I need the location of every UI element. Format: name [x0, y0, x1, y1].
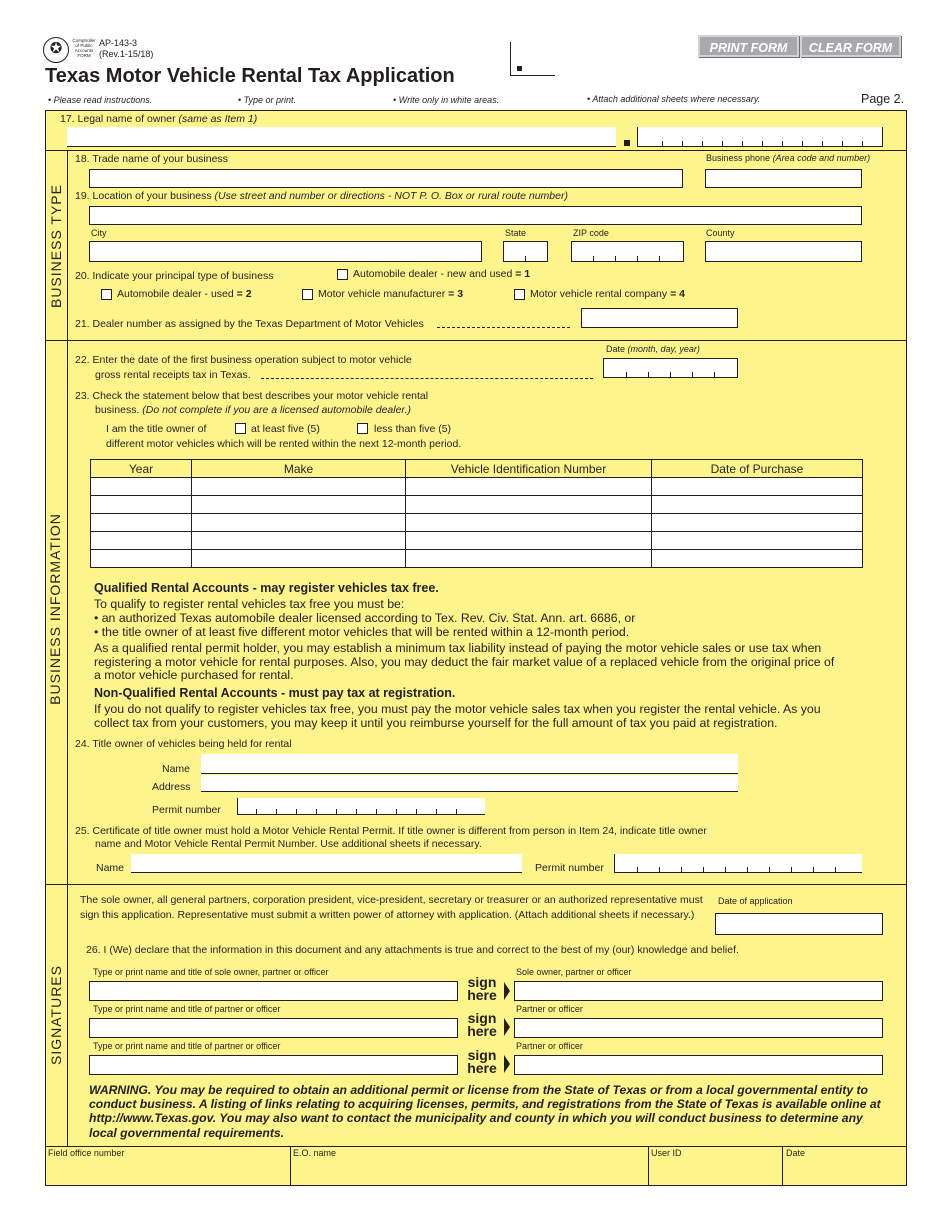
- footer-divider-1: [290, 1146, 291, 1186]
- city-input[interactable]: [89, 241, 482, 262]
- sig1-print-label: Type or print name and title of sole owner, partner or officer: [93, 967, 329, 977]
- form-revision: (Rev.1-15/18): [99, 49, 154, 59]
- sig3-print-label: Type or print name and title of partner or officer: [93, 1041, 281, 1051]
- sig3-sign-here: sign here: [467, 1047, 497, 1076]
- year-cell[interactable]: [91, 550, 192, 568]
- eo-name-label: E.O. name: [293, 1148, 337, 1158]
- footer-divider-3: [782, 1146, 783, 1186]
- at-least-five-label: at least five (5): [251, 423, 320, 435]
- item24-label: 24. Title owner of vehicles being held for rental: [75, 738, 292, 750]
- state-label: State: [505, 228, 527, 238]
- make-cell[interactable]: [192, 550, 406, 568]
- agency-name: Comptroller of Public Accounts FORM: [72, 38, 96, 58]
- taxpayer-number-input[interactable]: [637, 127, 883, 147]
- table-row: [91, 550, 863, 568]
- business-phone-input[interactable]: [705, 169, 862, 188]
- form-number: AP-143-3: [99, 38, 138, 48]
- purchase-date-cell[interactable]: [652, 496, 863, 514]
- make-cell[interactable]: [192, 532, 406, 550]
- sig1-sign-label: Sole owner, partner or officer: [516, 967, 632, 977]
- table-row: [91, 514, 863, 532]
- item18-label: 18. Trade name of your business: [75, 153, 228, 165]
- vin-cell[interactable]: [406, 532, 652, 550]
- item23-label-2: business. (Do not complete if you are a licensed automobile dealer.): [95, 404, 411, 416]
- field-office-label: Field office number: [48, 1148, 125, 1158]
- dealer-used-checkbox[interactable]: [101, 289, 112, 300]
- col-date-purchase: Date of Purchase: [652, 460, 863, 478]
- note-read-instructions: • Please read instructions.: [48, 95, 153, 105]
- title-owner-address-input[interactable]: [201, 775, 738, 792]
- sig2-print-label: Type or print name and title of partner or officer: [93, 1004, 281, 1014]
- title-owner-address-label: Address: [152, 781, 191, 793]
- separator-square: [624, 140, 630, 146]
- footer-date-label: Date: [786, 1148, 806, 1158]
- comptroller-seal-icon: ✪: [43, 37, 69, 63]
- title-owner-of-label: I am the title owner of: [106, 423, 207, 435]
- item25-label: 25. Certificate of title owner must hold a Motor Vehicle Rental Permit. If title owner is different from person in Item 24, indicate title owner: [75, 825, 707, 837]
- sig2-sign-label: Partner or officer: [516, 1004, 583, 1014]
- title-owner-name-label: Name: [162, 763, 191, 775]
- manufacturer-checkbox[interactable]: [302, 289, 313, 300]
- qualified-bullet-1: • an authorized Texas automobile dealer licensed according to Tex. Rev. Civ. Stat. Ann. art. 6686, or: [94, 611, 636, 625]
- qualified-paragraph: As a qualified rental permit holder, you may establish a minimum tax liability instead of paying the motor vehicle sales or use tax when registering a motor vehicle for rental purposes. Also, you may deduct the fair market value of a replaced vehicle from the original price of a motor vehicle purchased for rental.: [94, 641, 835, 683]
- vehicle-table: [90, 459, 863, 568]
- page-number: Page 2.: [861, 92, 905, 106]
- zip-input[interactable]: [571, 241, 684, 262]
- year-cell[interactable]: [91, 514, 192, 532]
- less-than-five-label: less than five (5): [374, 423, 452, 435]
- sig1-arrow-icon: [504, 982, 510, 1000]
- signatures-label: SIGNATURES: [48, 965, 64, 1065]
- year-cell[interactable]: [91, 532, 192, 550]
- print-form-button[interactable]: PRINT FORM: [698, 35, 799, 57]
- rental-company-label: Motor vehicle rental company = 4: [530, 288, 685, 300]
- county-label: County: [706, 228, 735, 238]
- col-vin: Vehicle Identification Number: [406, 460, 652, 478]
- less-than-five-checkbox[interactable]: [357, 423, 368, 434]
- item21-leader: [437, 327, 570, 328]
- certificate-permit-label: Permit number: [535, 862, 604, 874]
- note-type-print: • Type or print.: [238, 95, 297, 105]
- note-attach-sheets: • Attach additional sheets where necessary.: [587, 94, 761, 104]
- item25-label-2: name and Motor Vehicle Rental Permit Number. Use additional sheets if necessary.: [95, 838, 482, 850]
- signatures-intro: The sole owner, all general partners, corporation president, vice-president, secretary or treasurer or an authorized representative must sign this application. Representative must submit a written power of attorney with application. (Attach additional sheets if necessary.): [80, 894, 703, 921]
- item22-leader: [261, 378, 593, 379]
- table-row: [91, 496, 863, 514]
- dealer-new-used-label: Automobile dealer - new and used = 1: [353, 268, 531, 280]
- date-label: Date (month, day, year): [606, 344, 700, 354]
- purchase-date-cell[interactable]: [652, 550, 863, 568]
- purchase-date-cell[interactable]: [652, 532, 863, 550]
- sig1-signature-input[interactable]: [514, 981, 883, 1001]
- qualified-heading: Qualified Rental Accounts - may register vehicles tax free.: [94, 581, 439, 595]
- sig1-print-input[interactable]: [89, 981, 458, 1001]
- item19-label: 19. Location of your business (Use street and number or directions - NOT P. O. Box or rural route number): [75, 190, 568, 202]
- item20-label: 20. Indicate your principal type of business: [75, 270, 274, 282]
- warning-text: WARNING. You may be required to obtain an additional permit or license from the State of Texas or from a local governmental entity to conduct business. A listing of links relating to acquiring licenses, permits, and registrations from the State of Texas is available online at http://www.Texas.gov. You may also want to contact the municipality and county in which you will conduct business to determine any local governmental requirements.: [89, 1083, 881, 1140]
- title-owner-name-input[interactable]: [201, 754, 738, 774]
- year-cell[interactable]: [91, 478, 192, 496]
- sig2-sign-here: sign here: [467, 1010, 497, 1039]
- note-white-areas: • Write only in white areas.: [393, 95, 500, 105]
- sig2-arrow-icon: [504, 1018, 510, 1036]
- qualified-intro: To qualify to register rental vehicles tax free you must be:: [94, 597, 405, 611]
- manufacturer-label: Motor vehicle manufacturer = 3: [318, 288, 464, 300]
- col-make: Make: [192, 460, 406, 478]
- item17-label: 17. Legal name of owner (same as Item 1): [60, 113, 258, 125]
- trade-name-input[interactable]: [89, 169, 683, 188]
- col-year: Year: [91, 460, 192, 478]
- item26-label: 26. I (We) declare that the information in this document and any attachments is true and correct to the best of my (our) knowledge and belief.: [86, 944, 739, 956]
- date-of-application-label: Date of application: [718, 896, 793, 906]
- user-id-label: User ID: [651, 1148, 682, 1158]
- county-input[interactable]: [705, 241, 862, 262]
- vin-cell[interactable]: [406, 550, 652, 568]
- different-vehicles-label: different motor vehicles which will be rented within the next 12-month period.: [106, 438, 462, 450]
- at-least-five-checkbox[interactable]: [235, 423, 246, 434]
- item23-label: 23. Check the statement below that best describes your motor vehicle rental: [75, 390, 429, 402]
- title-owner-permit-label: Permit number: [152, 804, 221, 816]
- table-row: [91, 532, 863, 550]
- zip-label: ZIP code: [573, 228, 609, 238]
- business-phone-label: Business phone (Area code and number): [706, 153, 871, 163]
- first-operation-date-input[interactable]: [603, 358, 738, 378]
- year-cell[interactable]: [91, 496, 192, 514]
- vehicle-table-header: [91, 460, 863, 478]
- sig3-signature-input[interactable]: [514, 1055, 883, 1075]
- table-row: [91, 478, 863, 496]
- vin-cell[interactable]: [406, 496, 652, 514]
- make-cell[interactable]: [192, 478, 406, 496]
- city-label: City: [91, 228, 107, 238]
- date-of-application-input[interactable]: [715, 913, 883, 935]
- dealer-used-label: Automobile dealer - used = 2: [117, 288, 252, 300]
- state-input[interactable]: [503, 241, 548, 262]
- rental-company-checkbox[interactable]: [514, 289, 525, 300]
- sig1-sign-here: sign here: [467, 974, 497, 1003]
- qualified-bullet-2: • the title owner of at least five different motor vehicles that will be rented within a 12-month period.: [94, 625, 630, 639]
- vin-cell[interactable]: [406, 478, 652, 496]
- legal-name-input[interactable]: [67, 127, 616, 147]
- clear-form-button[interactable]: CLEAR FORM: [800, 35, 901, 57]
- certificate-permit-input[interactable]: [614, 854, 862, 873]
- business-type-label: BUSINESS TYPE: [48, 184, 64, 309]
- corner-square: [517, 66, 522, 71]
- page-title: Texas Motor Vehicle Rental Tax Application: [45, 65, 455, 87]
- business-location-input[interactable]: [89, 206, 862, 225]
- dealer-new-used-checkbox[interactable]: [337, 269, 348, 280]
- business-info-label: BUSINESS INFORMATION: [47, 513, 63, 705]
- nonqualified-paragraph: If you do not qualify to register vehicles tax free, you must pay the motor vehicle sales tax when you register the rental vehicle. As you collect tax from your customers, you may keep it until you reimburse yourself for the full amount of tax you paid at registration.: [94, 702, 821, 730]
- item22-label-2: gross rental receipts tax in Texas.: [95, 369, 251, 381]
- sig3-print-input[interactable]: [89, 1055, 458, 1075]
- purchase-date-cell[interactable]: [652, 514, 863, 532]
- sig2-signature-input[interactable]: [514, 1018, 883, 1038]
- nonqualified-heading: Non-Qualified Rental Accounts - must pay tax at registration.: [94, 686, 456, 700]
- make-cell[interactable]: [192, 514, 406, 532]
- title-owner-permit-input[interactable]: [237, 798, 485, 815]
- item21-label: 21. Dealer number as assigned by the Texas Department of Motor Vehicles: [75, 318, 424, 330]
- sig3-arrow-icon: [504, 1055, 510, 1073]
- sig3-sign-label: Partner or officer: [516, 1041, 583, 1051]
- make-cell[interactable]: [192, 496, 406, 514]
- purchase-date-cell[interactable]: [652, 478, 863, 496]
- certificate-owner-name-input[interactable]: [131, 854, 522, 873]
- certificate-owner-name-label: Name: [96, 862, 125, 874]
- dealer-number-input[interactable]: [581, 308, 738, 328]
- item22-label: 22. Enter the date of the first business operation subject to motor vehicle: [75, 354, 412, 366]
- vin-cell[interactable]: [406, 514, 652, 532]
- footer-divider-2: [648, 1146, 649, 1186]
- sig2-print-input[interactable]: [89, 1018, 458, 1038]
